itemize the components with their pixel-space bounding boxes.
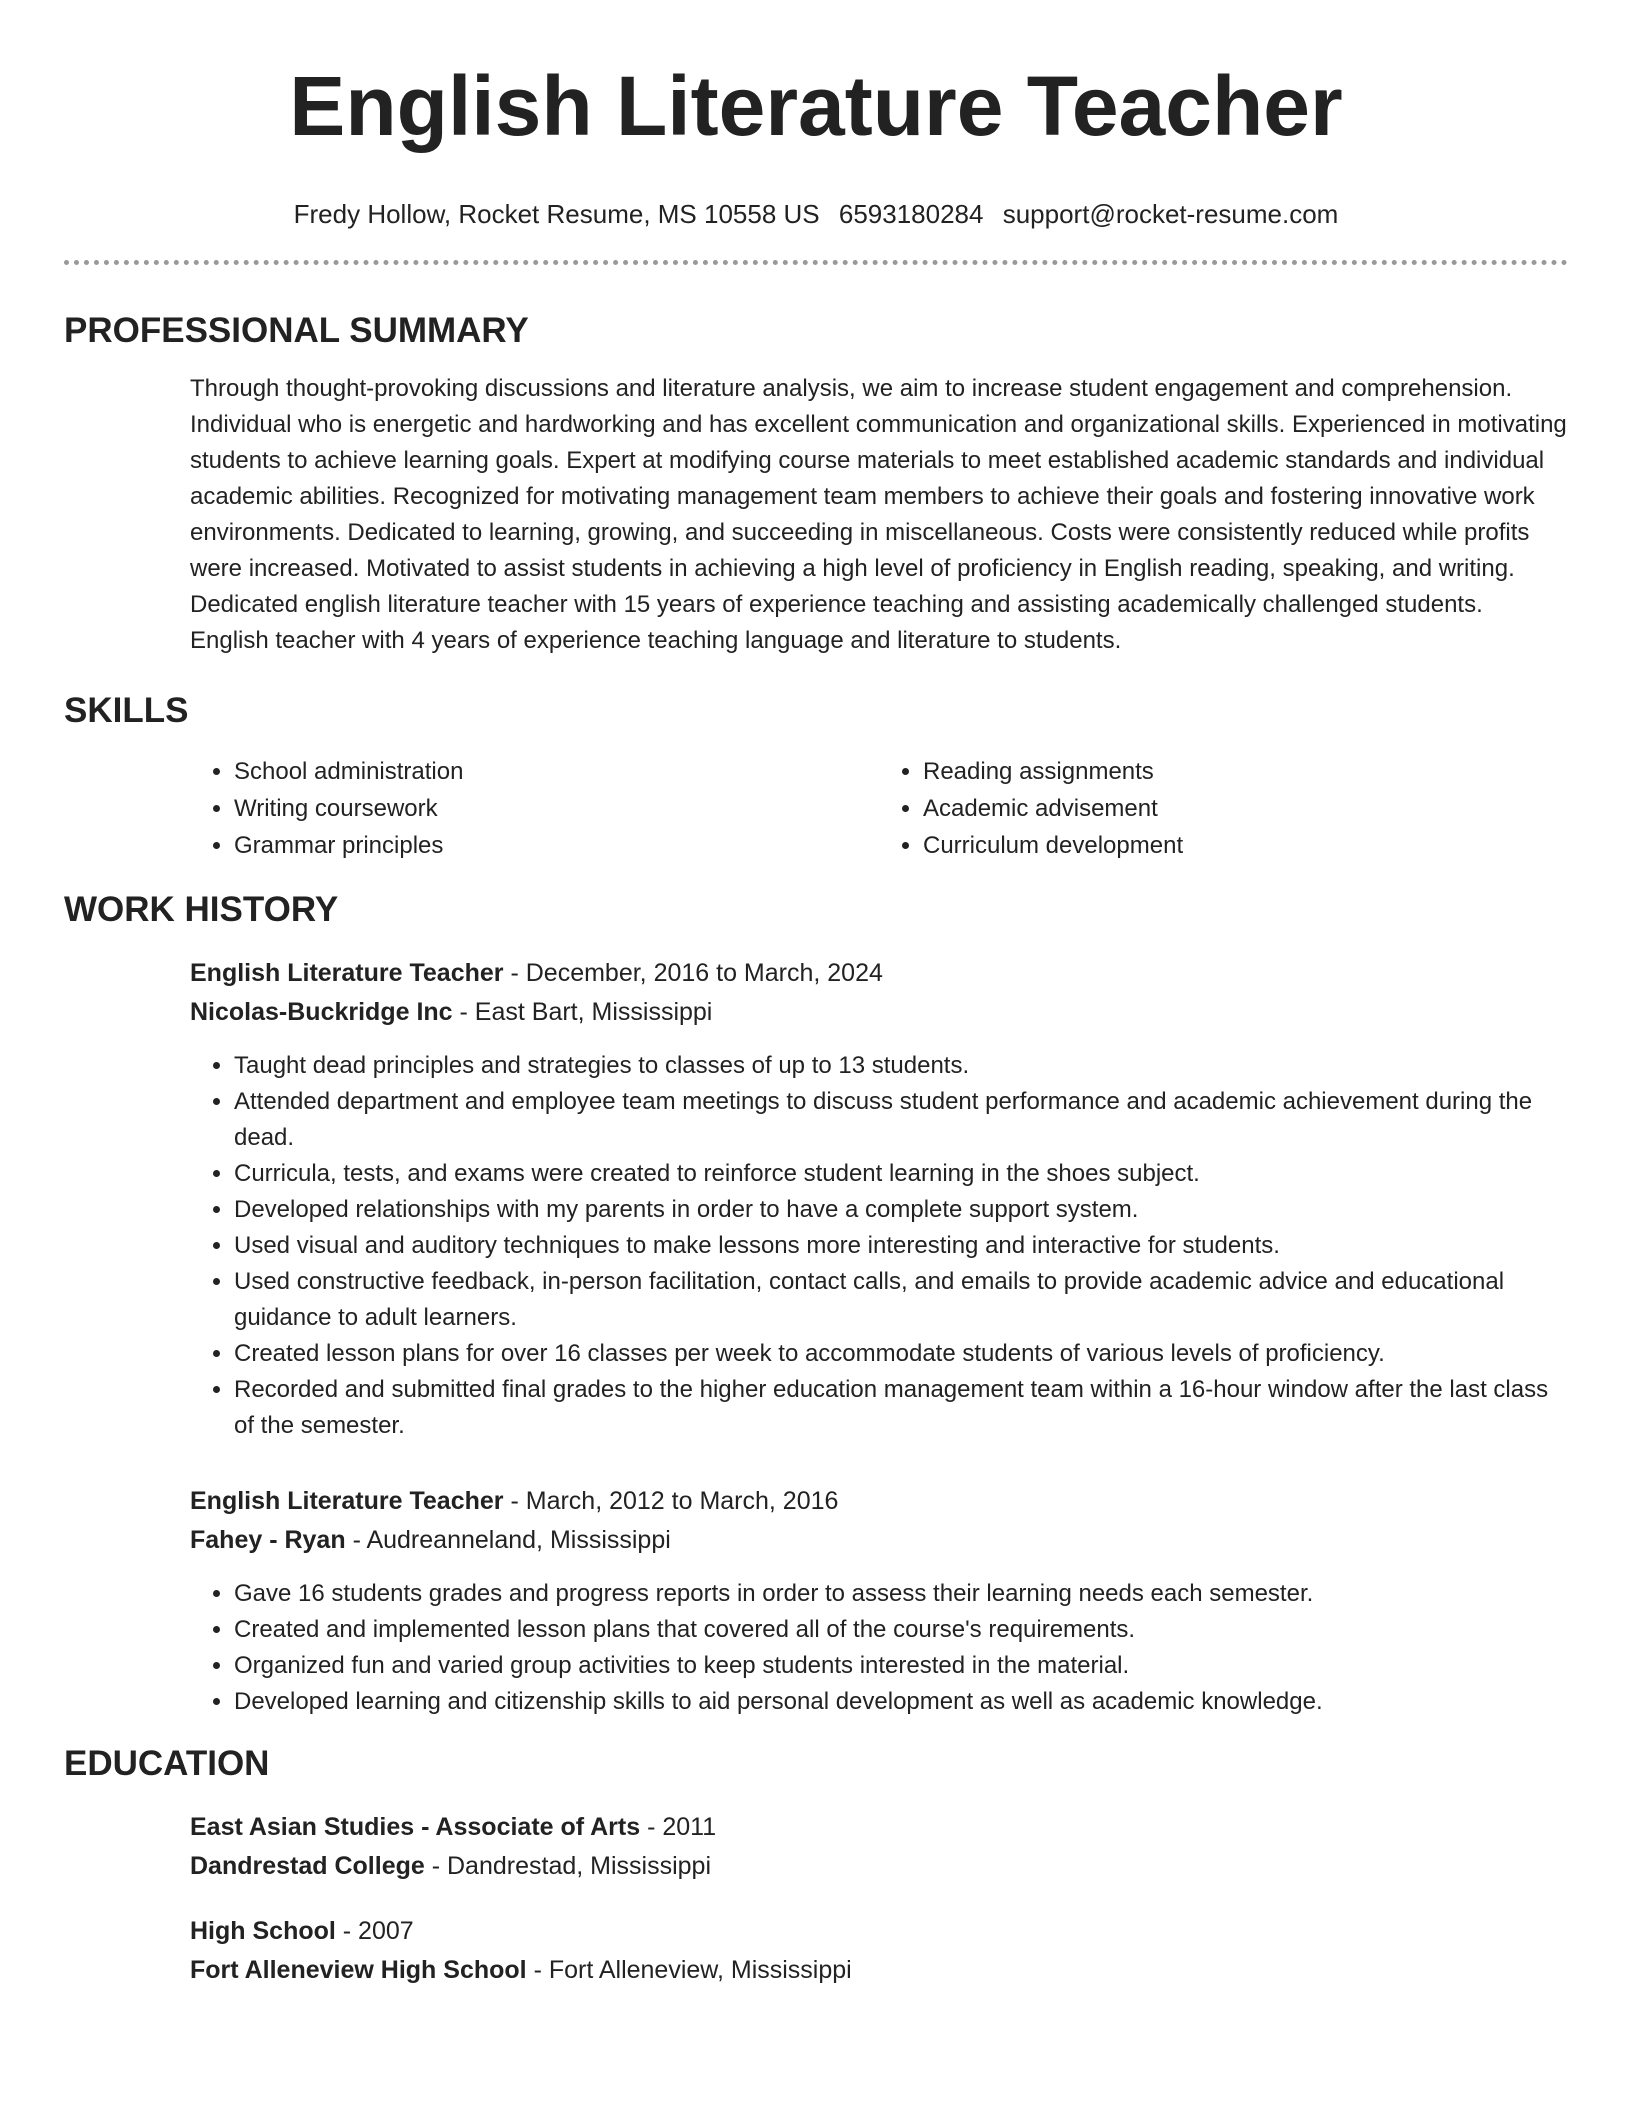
skill-item: • Writing coursework bbox=[234, 790, 879, 827]
job-dates: - March, 2012 to March, 2016 bbox=[510, 1487, 839, 1515]
education-degree-line bbox=[190, 1808, 1568, 1847]
education-school: Dandrestad College bbox=[190, 1852, 425, 1880]
job-bullet: • Created lesson plans for over 16 classes per week to accommodate students of various levels of proficiency. bbox=[234, 1336, 1568, 1372]
education-degree: East Asian Studies - Associate of Arts bbox=[190, 1813, 641, 1841]
education-block bbox=[64, 1808, 1568, 1990]
skill-item: • Reading assignments bbox=[923, 753, 1568, 790]
skill-item: • Curriculum development bbox=[923, 827, 1568, 864]
job-entry bbox=[190, 954, 1568, 1444]
job-company: Nicolas-Buckridge Inc bbox=[190, 998, 453, 1026]
skills-list-left bbox=[190, 753, 879, 864]
job-bullet: • Attended department and employee team meetings to discuss student performance and academic achievement during the dead. bbox=[234, 1084, 1568, 1156]
summary-text: Through thought-provoking discussions and literature analysis, we aim to increase student engagement and comprehension. Individual who is energetic and hardworking and has excellent communication and organizational skills. Experienced in motivating students to achieve learning goals. Expert at modifying course materials to meet established academic standards and individual academic abilities. Recognized for motivating management team members to achieve their goals and fostering innovative work environments. Dedicated to learning, growing, and succeeding in miscellaneous. Costs were consistently reduced while profits were increased. Motivated to assist students in achieving a high level of proficiency in English reading, speaking, and writing. Dedicated english literature teacher with 15 years of experience teaching and assisting academically challenged students. English teacher with 4 years of experience teaching language and literature to students. bbox=[190, 375, 1567, 654]
skills-grid bbox=[190, 753, 1568, 864]
job-title-line bbox=[190, 954, 1568, 993]
skill-item: • Academic advisement bbox=[923, 790, 1568, 827]
education-degree-line bbox=[190, 1912, 1568, 1951]
contact-line bbox=[64, 198, 1568, 230]
job-company: Fahey - Ryan bbox=[190, 1526, 346, 1554]
education-location: - Fort Alleneview, Mississippi bbox=[533, 1956, 852, 1984]
job-bullet: • Taught dead principles and strategies to classes of up to 13 students. bbox=[234, 1048, 1568, 1084]
job-bullet: • Used visual and auditory techniques to make lessons more interesting and interactive for students. bbox=[234, 1228, 1568, 1264]
job-bullet: • Developed relationships with my parents in order to have a complete support system. bbox=[234, 1192, 1568, 1228]
job-title: English Literature Teacher bbox=[190, 959, 504, 987]
job-entry bbox=[190, 1482, 1568, 1720]
contact-phone: 6593180284 bbox=[838, 199, 984, 229]
job-bullet: • Gave 16 students grades and progress reports in order to assess their learning needs each semester. bbox=[234, 1576, 1568, 1612]
job-dates: - December, 2016 to March, 2024 bbox=[510, 959, 883, 987]
job-location: - Audreanneland, Mississippi bbox=[352, 1526, 671, 1554]
job-bullets bbox=[190, 1576, 1568, 1720]
skills-list-right bbox=[879, 753, 1568, 864]
skill-item: • School administration bbox=[234, 753, 879, 790]
education-year: - 2011 bbox=[647, 1813, 717, 1841]
work-history-heading: WORK HISTORY bbox=[64, 890, 339, 929]
job-bullet: • Developed learning and citizenship skills to aid personal development as well as academic knowledge. bbox=[234, 1684, 1568, 1720]
contact-email: support@rocket-resume.com bbox=[1002, 199, 1339, 229]
job-bullets bbox=[190, 1048, 1568, 1444]
job-company-line bbox=[190, 993, 1568, 1032]
education-location: - Dandrestad, Mississippi bbox=[431, 1852, 711, 1880]
skills-heading: SKILLS bbox=[64, 691, 189, 730]
job-title: English Literature Teacher bbox=[190, 1487, 504, 1515]
job-location: - East Bart, Mississippi bbox=[459, 998, 713, 1026]
education-entry bbox=[190, 1912, 1568, 1990]
education-school-line bbox=[190, 1847, 1568, 1886]
job-bullet: • Used constructive feedback, in-person facilitation, contact calls, and emails to provide academic advice and educational guidance to adult learners. bbox=[234, 1264, 1568, 1336]
job-bullet: • Created and implemented lesson plans that covered all of the course's requirements. bbox=[234, 1612, 1568, 1648]
job-bullet: • Organized fun and varied group activities to keep students interested in the material. bbox=[234, 1648, 1568, 1684]
page-title: English Literature Teacher bbox=[289, 59, 1343, 153]
job-bullet: • Recorded and submitted final grades to the higher education management team within a 16-hour window after the last class of the semester. bbox=[234, 1372, 1568, 1444]
education-degree: High School bbox=[190, 1917, 336, 1945]
job-title-line bbox=[190, 1482, 1568, 1521]
skills-block bbox=[64, 753, 1568, 864]
skill-item: • Grammar principles bbox=[234, 827, 879, 864]
education-year: - 2007 bbox=[342, 1917, 414, 1945]
education-entry bbox=[190, 1808, 1568, 1886]
work-history-block bbox=[64, 954, 1568, 1720]
header-divider bbox=[64, 260, 1568, 265]
contact-address: Fredy Hollow, Rocket Resume, MS 10558 US bbox=[293, 199, 820, 229]
job-bullet: • Curricula, tests, and exams were created to reinforce student learning in the shoes subject. bbox=[234, 1156, 1568, 1192]
job-company-line bbox=[190, 1521, 1568, 1560]
summary-heading: PROFESSIONAL SUMMARY bbox=[64, 311, 529, 350]
education-school: Fort Alleneview High School bbox=[190, 1956, 527, 1984]
education-school-line bbox=[190, 1951, 1568, 1990]
education-heading: EDUCATION bbox=[64, 1744, 270, 1783]
